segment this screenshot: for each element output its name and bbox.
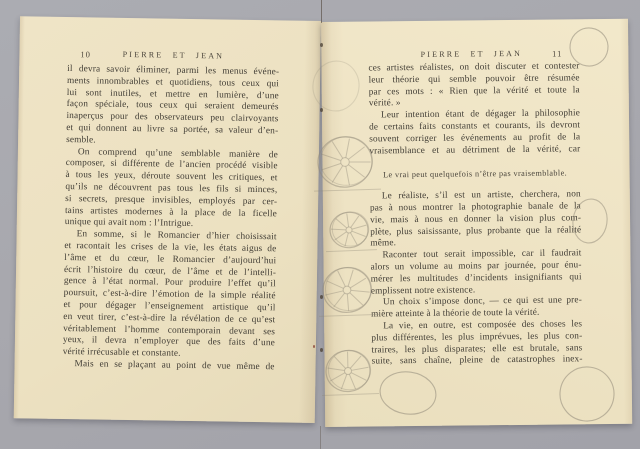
text-line: écrit l’histoire du cœur, de l’âme et de l’intelli- xyxy=(63,264,277,278)
text-line: poursuit, c’est-à-dire l’émotion de la simple réalité xyxy=(63,288,276,302)
stitch-dot xyxy=(320,43,323,47)
text-line: plète, plus saisissante, plus probante que la réalité xyxy=(370,224,582,238)
text-line: même. xyxy=(370,238,397,249)
text-line: composer, si différente de l’ancien procédé visible xyxy=(65,158,278,172)
text-line: emplissent notre existence. xyxy=(370,284,476,297)
right-page-text xyxy=(368,61,582,368)
text-line: vérité. » xyxy=(368,98,401,109)
text-line: ments innombrables et quotidiens, tous ceux qui xyxy=(66,75,280,90)
text-line: mérer les multitudes d’incidents insignifiants qui xyxy=(370,272,582,285)
text-line: vraisemblance et au détriment de la vérité, car xyxy=(369,143,581,157)
text-line: Un choix s’impose donc, — ce qui est une pre- xyxy=(382,295,582,308)
stitch-dot xyxy=(320,348,323,352)
text-line: véritablement l’homme contemporain devant ses xyxy=(63,323,276,337)
left-page-text xyxy=(62,64,279,374)
text-line: vérité irrécusable et constante. xyxy=(62,347,181,359)
text-line: façon spéciale, tous ceux qui seraient demeurés xyxy=(66,99,279,113)
text-line: traires, les plus disparates; elle est brutale, sans xyxy=(371,342,583,356)
right-page-header xyxy=(321,48,628,59)
text-line: mière atteinte à la théorie de toute la vérité. xyxy=(371,307,540,320)
text-line: si secrets, presque invisibles, employés par cer- xyxy=(65,193,278,208)
motto-line: Le vrai peut quelquefois n’être pas vraisemblable. xyxy=(383,168,568,180)
text-line: pas à nous montrer la photographie banale de la xyxy=(369,201,581,214)
text-line: qu’ils ne découvrent pas tous les fils si minces, xyxy=(65,181,278,196)
text-line: à tous les yeux, déroute souvent les critiques, et xyxy=(65,170,278,184)
text-line: tains artistes modernes à la place de la ficelle xyxy=(64,205,278,219)
text-line: souvent corriger les événements au profit de la xyxy=(369,132,581,145)
left-page xyxy=(14,16,321,423)
text-line: il devra savoir éliminer, parmi les menus événe- xyxy=(67,64,280,78)
text-line: yeux, il devra n’employer que des faits d’une xyxy=(62,335,276,349)
text-line: inaperçus pour des observateurs peu clairvoyants xyxy=(66,111,279,125)
left-page-header xyxy=(20,48,321,61)
text-line: suite, sans chaîne, pleine de catastrophes inex- xyxy=(371,354,583,367)
right-page xyxy=(321,19,632,427)
text-line: en veut tirer, c’est-à-dire la révélation de ce qu’est xyxy=(63,311,276,326)
page-number: 10 xyxy=(80,49,92,60)
ink-fleck xyxy=(313,345,315,348)
text-line: ces artistes réalistes, on doit discuter et contester xyxy=(368,61,580,74)
text-line: et pour dégager l’enseignement artistique qu’il xyxy=(63,299,276,314)
text-line: plus différentes, les plus imprévues, les plus con- xyxy=(371,331,583,344)
stitch-dot xyxy=(320,295,323,299)
text-line: On comprend qu’une semblable manière de xyxy=(77,146,278,160)
text-line: Le réaliste, s’il est un artiste, cherchera, non xyxy=(381,189,581,202)
text-line: En somme, si le Romancier d’hier choisissait xyxy=(76,229,277,243)
text-line: alors un volume au moins par journée, pour énu- xyxy=(370,260,582,273)
text-line: et qui donnent au livre sa portée, sa valeur d’en- xyxy=(66,122,279,137)
text-line: lui sont inutiles, et mettre en lumière, d’une xyxy=(66,87,279,101)
text-line: gence à l’état normal. Pour produire l’effet qu’il xyxy=(63,276,276,290)
text-line: unique qui avait nom : l’Intrigue. xyxy=(64,217,194,230)
text-line: semble. xyxy=(66,134,96,146)
text-line: par ces mots : « Rien que la vérité et toute la xyxy=(368,84,580,98)
text-line: La vie, en outre, est composée des choses les xyxy=(383,319,583,332)
running-title: PIERRE ET JEAN xyxy=(122,49,225,61)
text-line: l’âme et du cœur, le Romancier d’aujourd’hui xyxy=(64,252,277,267)
binding-thread-bottom xyxy=(320,426,321,449)
text-line: Mais en se plaçant au point de vue même de xyxy=(74,359,275,373)
text-line: et racontait les crises de la vie, les états aigus de xyxy=(64,240,277,255)
text-line: leur théorie qui semble pouvoir être résumée xyxy=(368,73,580,86)
text-line: Raconter tout serait impossible, car il faudrait xyxy=(382,248,582,261)
binding-thread-top xyxy=(321,0,322,23)
text-line: de certains faits constants et courants, ils devront xyxy=(369,120,581,133)
stitch-dot xyxy=(320,108,323,112)
page-number: 11 xyxy=(552,48,563,59)
text-line: Leur intention étant de dégager la philosophie xyxy=(380,108,581,121)
running-title: PIERRE ET JEAN xyxy=(420,48,523,59)
text-line: vie, mais à nous en donner la vision plus com- xyxy=(370,213,582,226)
